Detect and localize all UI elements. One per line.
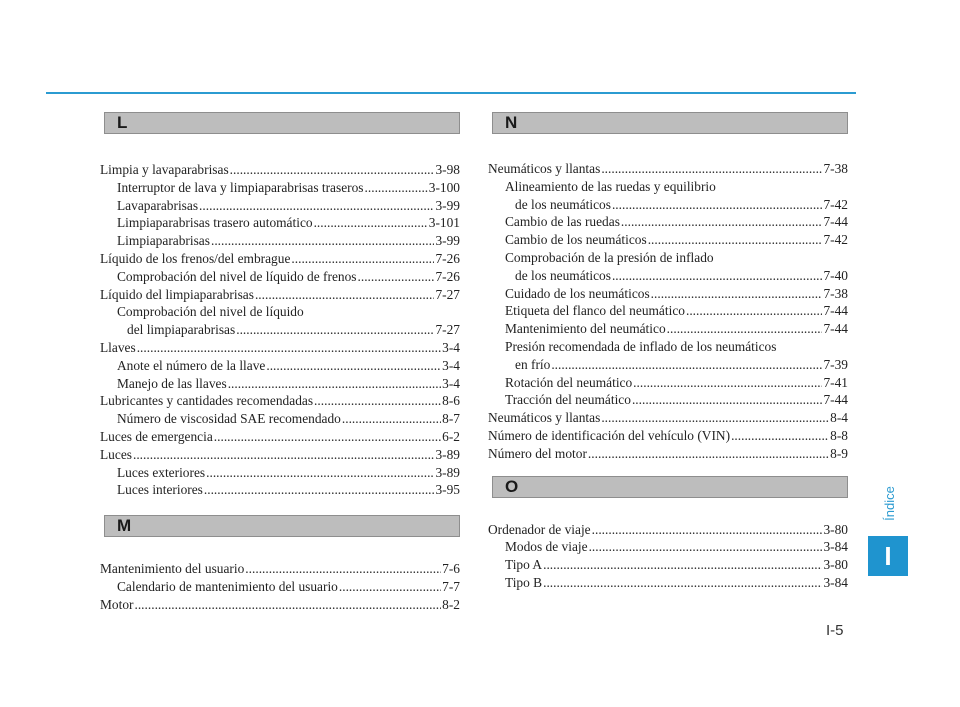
index-column-right (488, 112, 848, 592)
index-entry[interactable]: Comprobación del nivel de líquido (117, 304, 304, 320)
side-tab-letter[interactable]: I (868, 536, 908, 576)
index-entry[interactable]: en frío ..... 7-39 (488, 356, 848, 374)
index-entry[interactable]: Presión recomendada de inflado de los neumáticos (505, 338, 777, 354)
index-column-left (100, 112, 460, 614)
section-letter: O (505, 476, 519, 496)
top-rule (46, 92, 856, 94)
index-entry[interactable]: de los neumáticos ..... 7-40 (488, 267, 848, 285)
section-header-m (104, 515, 460, 537)
index-entry[interactable]: Manejo de las llaves ..... 3-4 (100, 375, 460, 393)
index-list-l (100, 161, 460, 499)
side-tab-label: Índice (881, 485, 897, 521)
index-entry[interactable]: Tipo B ..... 3-84 (488, 574, 848, 592)
index-entry[interactable]: Líquido del limpiaparabrisas ..... 7-27 (100, 286, 460, 304)
index-entry[interactable]: Luces interiores ..... 3-95 (100, 481, 460, 499)
index-entry[interactable]: Cuidado de los neumáticos ..... 7-38 (488, 285, 848, 303)
index-entry[interactable]: Llaves ..... 3-4 (100, 339, 460, 357)
index-list-m (100, 560, 460, 613)
index-entry[interactable]: Neumáticos y llantas ..... 8-4 (488, 409, 848, 427)
index-entry[interactable]: Mantenimiento del neumático ..... 7-44 (488, 320, 848, 338)
index-entry[interactable]: Anote el número de la llave ..... 3-4 (100, 357, 460, 375)
page-number: I-5 (826, 622, 844, 639)
index-entry[interactable]: Alineamiento de las ruedas y equilibrio (505, 178, 716, 194)
index-entry[interactable]: Ordenador de viaje ..... 3-80 (488, 521, 848, 539)
index-entry[interactable]: Comprobación del nivel de líquido de frenos ..... 7-26 (100, 268, 460, 286)
index-entry[interactable]: Lavaparabrisas ..... 3-99 (100, 197, 460, 215)
index-entry[interactable]: Modos de viaje ..... 3-84 (488, 538, 848, 556)
index-entry[interactable]: Limpia y lavaparabrisas ..... 3-98 (100, 161, 460, 179)
index-entry[interactable]: Limpiaparabrisas ..... 3-99 (100, 232, 460, 250)
index-entry[interactable]: Luces exteriores ..... 3-89 (100, 464, 460, 482)
section-header-n (492, 112, 848, 134)
index-entry[interactable]: Luces ..... 3-89 (100, 446, 460, 464)
index-entry[interactable]: Mantenimiento del usuario ..... 7-6 (100, 560, 460, 578)
index-entry[interactable]: Tracción del neumático ..... 7-44 (488, 391, 848, 409)
index-entry[interactable]: Líquido de los frenos/del embrague ..... 7-26 (100, 250, 460, 268)
index-entry[interactable]: Etiqueta del flanco del neumático ..... 7-44 (488, 302, 848, 320)
index-entry[interactable]: Número del motor ..... 8-9 (488, 445, 848, 463)
index-list-o (488, 521, 848, 592)
index-entry[interactable]: Limpiaparabrisas trasero automático ..... 3-101 (100, 214, 460, 232)
index-entry[interactable]: Cambio de los neumáticos ..... 7-42 (488, 231, 848, 249)
index-entry[interactable]: Calendario de mantenimiento del usuario ..... 7-7 (100, 578, 460, 596)
index-entry[interactable]: Cambio de las ruedas ..... 7-44 (488, 213, 848, 231)
index-entry[interactable]: Comprobación de la presión de inflado (505, 249, 714, 265)
index-list-n (488, 160, 848, 463)
section-header-o (492, 476, 848, 498)
section-letter: M (117, 516, 132, 536)
index-entry[interactable]: Tipo A ..... 3-80 (488, 556, 848, 574)
index-entry[interactable]: Lubricantes y cantidades recomendadas ..... 8-6 (100, 392, 460, 410)
index-entry[interactable]: de los neumáticos ..... 7-42 (488, 196, 848, 214)
section-letter: L (117, 113, 128, 132)
section-header-l (104, 112, 460, 134)
index-entry[interactable]: Luces de emergencia ..... 6-2 (100, 428, 460, 446)
index-entry[interactable]: del limpiaparabrisas ..... 7-27 (100, 321, 460, 339)
section-letter: N (505, 113, 518, 132)
index-entry[interactable]: Interruptor de lava y limpiaparabrisas traseros ..... 3-100 (100, 179, 460, 197)
index-entry[interactable]: Motor ..... 8-2 (100, 596, 460, 614)
index-entry[interactable]: Número de viscosidad SAE recomendado ..... 8-7 (100, 410, 460, 428)
index-entry[interactable]: Rotación del neumático ..... 7-41 (488, 374, 848, 392)
index-entry[interactable]: Neumáticos y llantas ..... 7-38 (488, 160, 848, 178)
index-entry[interactable]: Número de identificación del vehículo (VIN) ..... 8-8 (488, 427, 848, 445)
